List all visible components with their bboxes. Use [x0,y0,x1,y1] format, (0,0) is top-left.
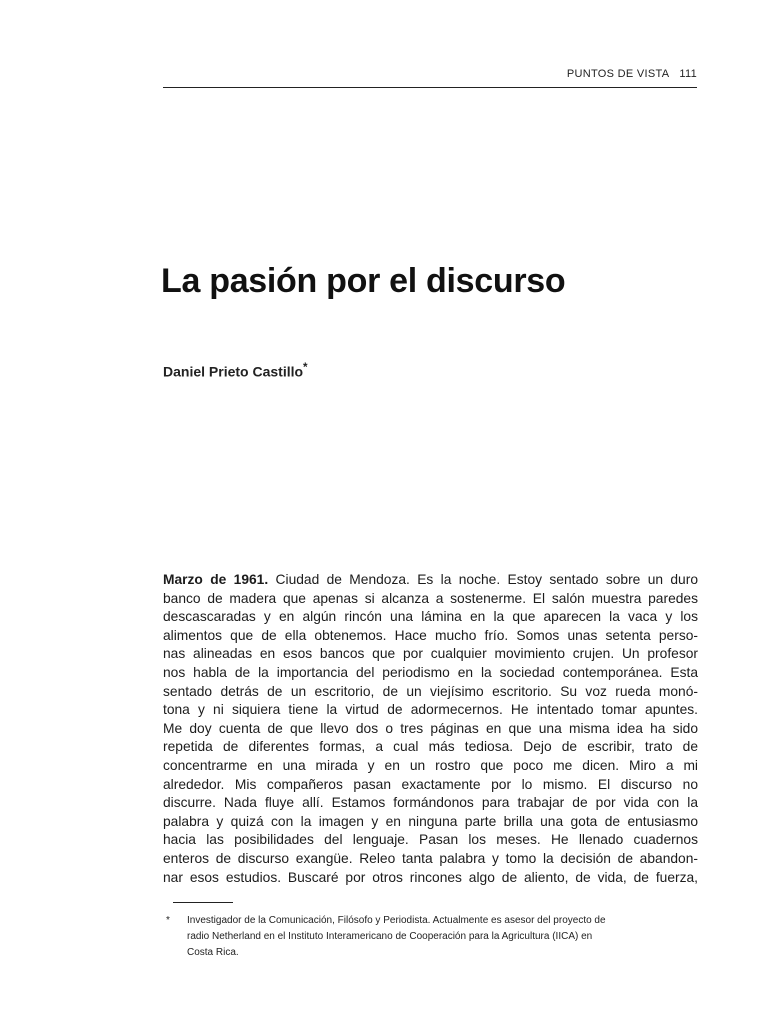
body-line: concentrarme en una mirada y en un rostro que poco me dicen. Miro a mi [163,757,698,773]
footnote-line: Costa Rica. [187,947,239,958]
body-line: repetida de diferentes formas, a cual más tediosa. Dejo de escribir, trato de [163,739,698,755]
footnote-line: Investigador de la Comunicación, Filósofo y Periodista. Actualmente es asesor del proyecto de [187,915,606,926]
body-line: alimentos que de ella obtenemos. Hace mucho frío. Somos unas setenta perso- [163,627,698,643]
section-label: PUNTOS DE VISTA [566,68,670,80]
footnote-line: radio Netherland en el Instituto Interamericano de Cooperación para la Agricultura (IICA) en [187,931,593,942]
footnote-rule [173,902,233,903]
body-line: hacia las posibilidades del lenguaje. Pasan los meses. He llenado cuadernos [163,832,698,848]
body-line: descascaradas y en algún rincón una lámina en la que aparecen la vaca y los [163,609,698,625]
body-line: discurre. Nada fluye allí. Estamos formándonos para trabajar de por vida con la [163,795,698,811]
body-line: nas alineadas en esos bancos que por cualquier movimiento crujen. Un profesor [163,646,698,662]
body-line: tona y ni siquiera tiene la virtud de adormecernos. He intentado tomar apuntes. [163,702,698,718]
body-line: nar esos estudios. Buscaré por otros rincones algo de aliento, de vida, de fuerza, [163,869,698,885]
body-line: Me doy cuenta de que llevo dos o tres páginas en que una misma idea ha sido [163,720,698,736]
body-line: sentado detrás de un escritorio, de un viejísimo escritorio. Su voz rueda monó- [163,683,698,699]
body-line-text: Ciudad de Mendoza. Es la noche. Estoy sentado sobre un duro [268,572,698,587]
body-line: alrededor. Mis compañeros pasan exactamente por lo mismo. El discurso no [163,776,698,792]
author-footnote-marker: * [303,361,308,374]
body-line: palabra y quizá con la imagen y en ninguna parte brilla una gota de entusiasmo [163,813,698,829]
footnote-marker: * [166,915,170,926]
date-lead: Marzo de 1961. [163,572,269,587]
body-line: banco de madera que apenas si alcanza a sostenerme. El salón muestra paredes [163,590,698,606]
body-line: nos habla de la importancia del periodismo en la sociedad contemporánea. Esta [163,664,698,680]
author-name: Daniel Prieto Castillo [163,363,304,380]
body-paragraph [163,571,698,887]
article-author [163,361,308,380]
footnote [166,913,698,961]
body-line [163,571,698,590]
article-title: La pasión por el discurso [161,262,566,300]
body-line: enteros de discurso exangüe. Releo tanta palabra y tomo la decisión de abandon- [163,850,698,866]
footnote-text [187,913,698,961]
page-number: 111 [679,68,697,80]
running-head [163,68,697,80]
header-rule [163,87,697,88]
